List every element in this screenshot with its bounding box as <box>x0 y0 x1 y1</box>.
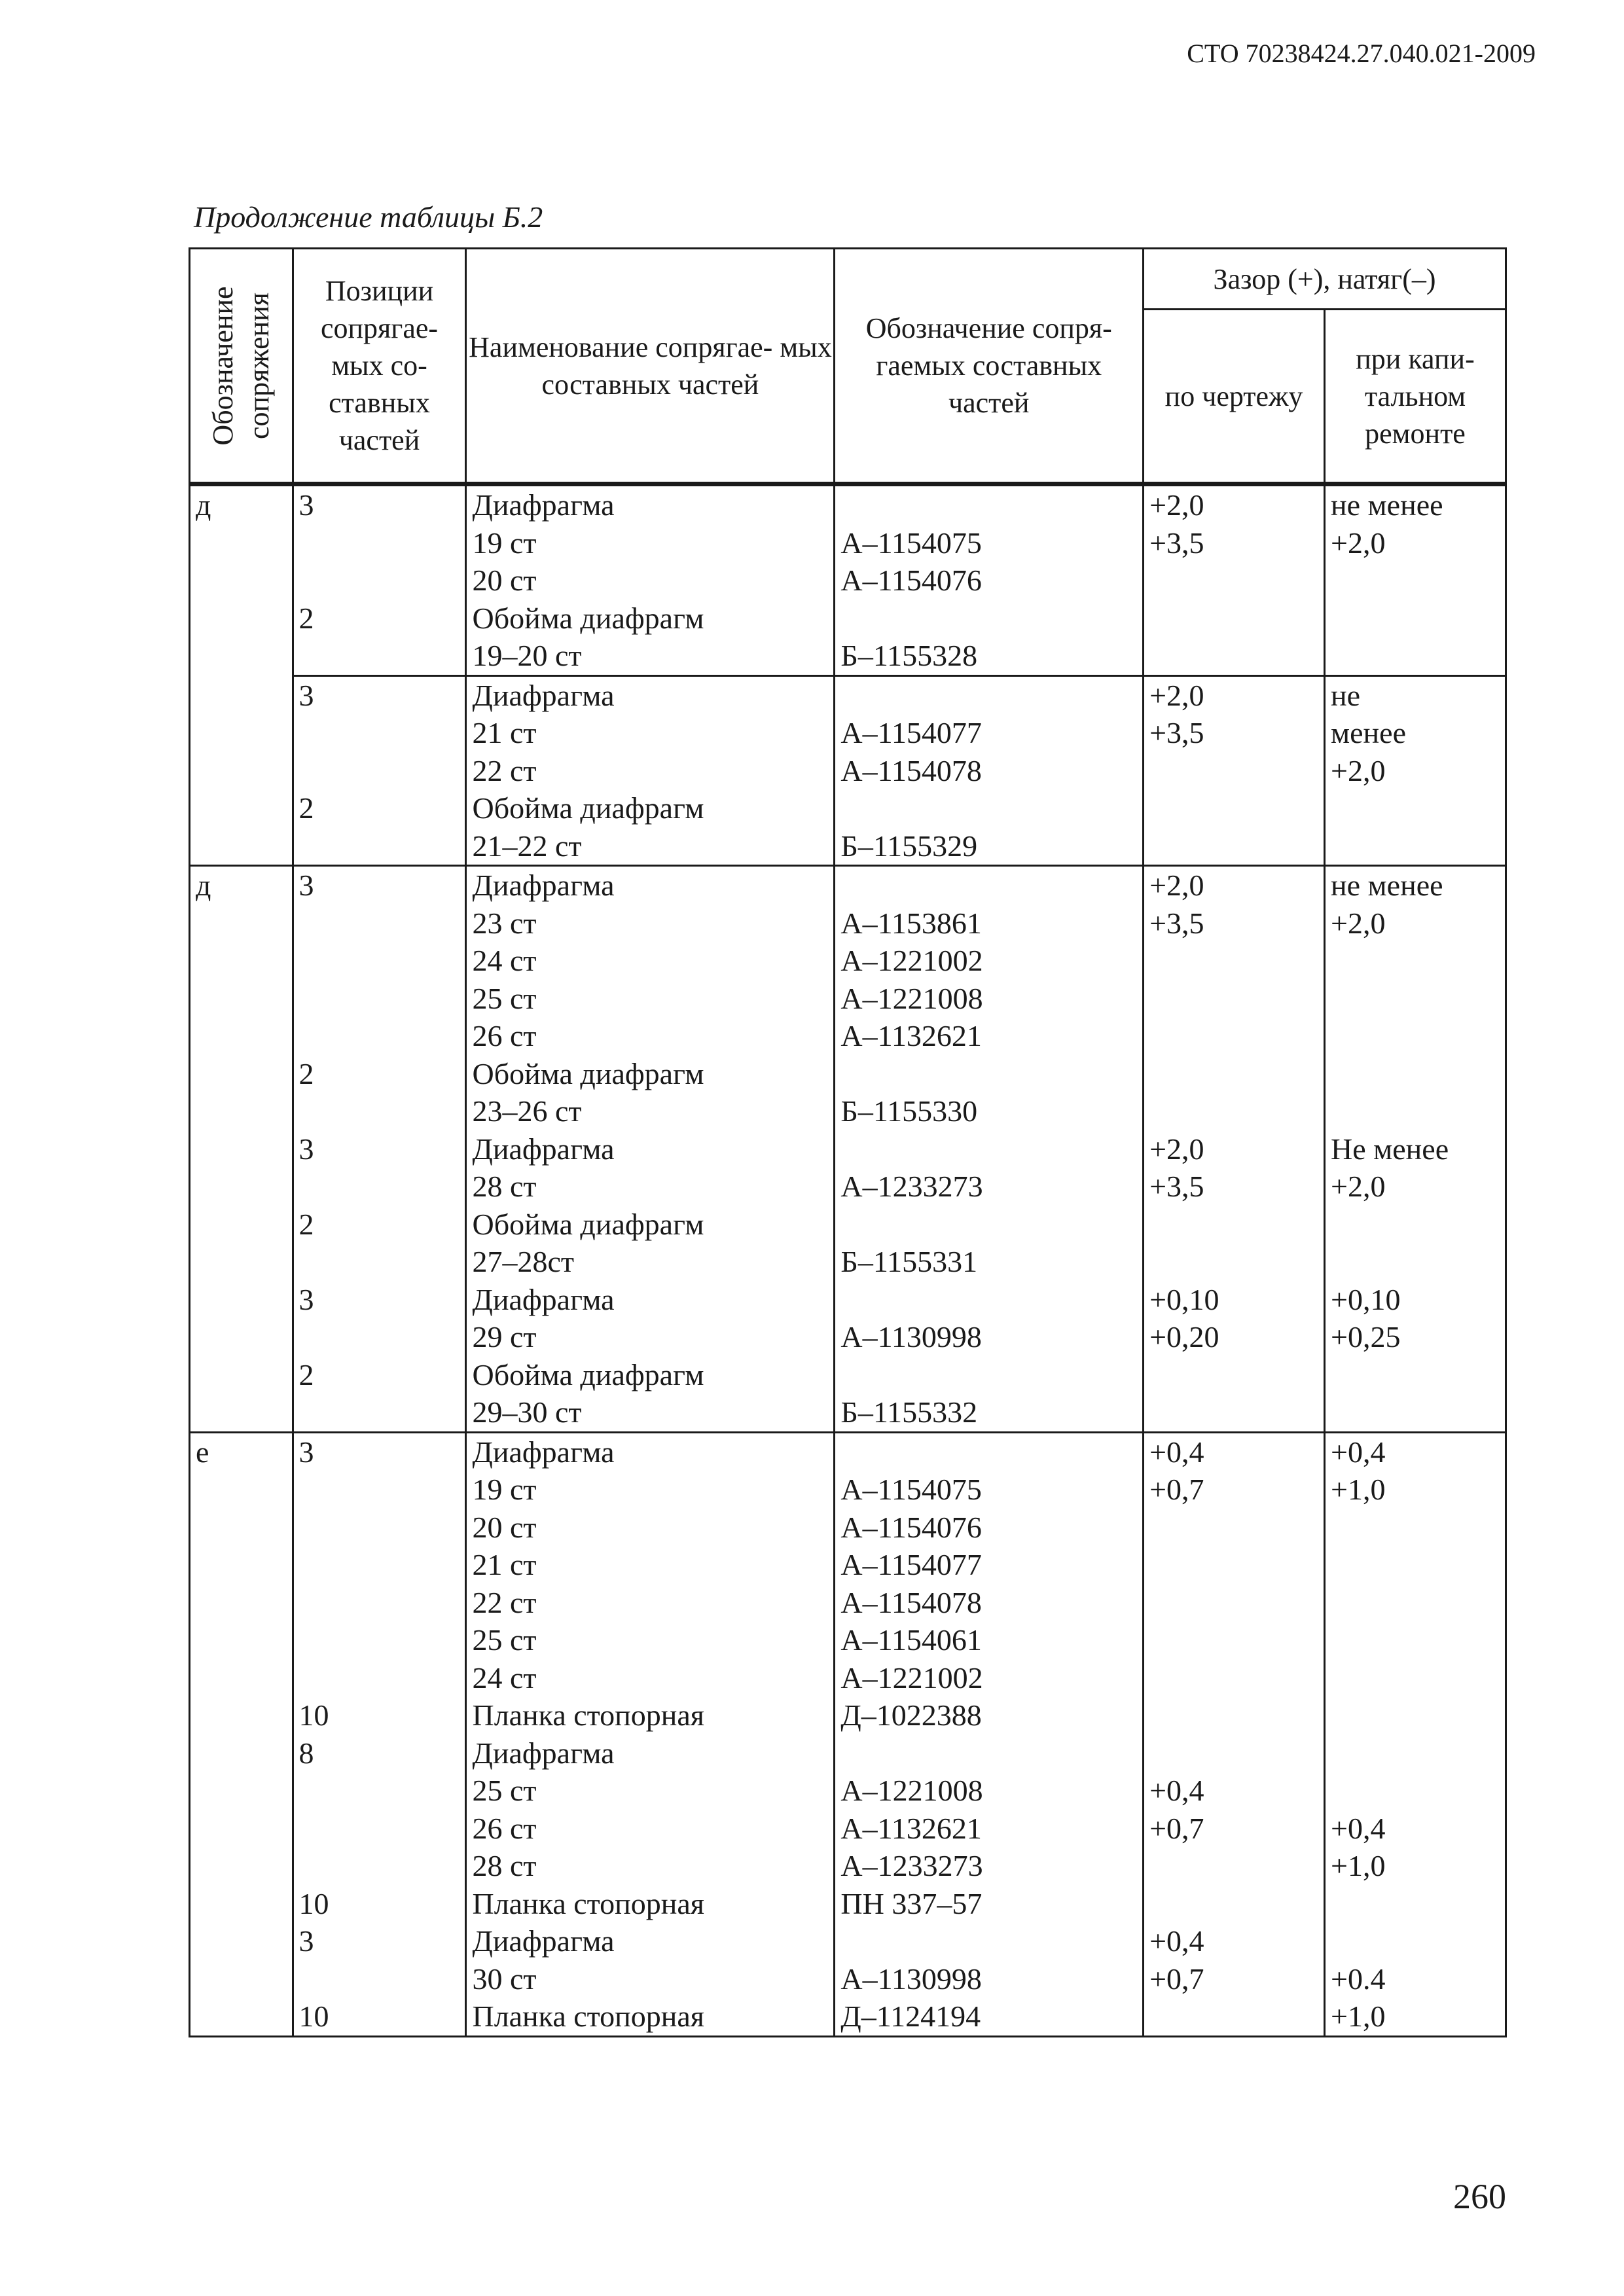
cell-line: Б–1155330 <box>840 1094 978 1128</box>
cell-line: +0,7 <box>1149 1962 1204 1996</box>
cell-line <box>1144 1847 1324 1885</box>
cell-line: Б–1155328 <box>840 639 978 672</box>
cell-positions <box>293 484 466 676</box>
cell-line: 27–28ст <box>472 1245 574 1278</box>
cell-line <box>835 1922 1142 1960</box>
cell-line: 23–26 ст <box>472 1094 582 1128</box>
cell-line <box>1144 1206 1324 1244</box>
cell-line: 10 <box>298 1698 329 1732</box>
cell-line: Диафрагма <box>472 678 615 712</box>
cell-by-drawing <box>1144 1432 1325 2036</box>
cell-line: +2,0 <box>1331 526 1386 560</box>
cell-line <box>1326 1206 1505 1244</box>
cell-line <box>1144 1621 1324 1659</box>
cell-line <box>294 1243 465 1281</box>
cell-line <box>835 1281 1142 1319</box>
cell-line: А–1154061 <box>840 1623 982 1657</box>
cell-line <box>1326 1621 1505 1659</box>
cell-line: 21–22 ст <box>472 829 582 863</box>
cell-line <box>835 1433 1142 1471</box>
cell-line <box>1326 1393 1505 1431</box>
cell-line <box>294 714 465 752</box>
cell-line: менее <box>1331 716 1406 749</box>
cell-line: Б–1155331 <box>840 1245 978 1278</box>
cell-line: 2 <box>298 791 314 825</box>
cell-line: д <box>196 488 211 522</box>
cell-line <box>1326 980 1505 1018</box>
cell-codes <box>835 1432 1144 2036</box>
cell-line: 26 ст <box>472 1811 537 1845</box>
cell-line <box>294 562 465 600</box>
cell-line <box>294 1393 465 1431</box>
cell-line <box>1144 1017 1324 1055</box>
cell-line <box>1326 1885 1505 1923</box>
cell-line <box>1144 1393 1324 1431</box>
cell-line: 25 ст <box>472 1623 537 1657</box>
cell-line <box>1144 942 1324 980</box>
cell-line: +2,0 <box>1331 753 1386 787</box>
cell-line: Диафрагма <box>472 488 615 522</box>
cell-line: А–1132621 <box>840 1019 982 1052</box>
cell-line: +2,0 <box>1149 1132 1204 1166</box>
cell-line: Планка стопорная <box>472 1698 704 1732</box>
cell-line <box>294 752 465 790</box>
cell-line: +0,25 <box>1331 1320 1401 1354</box>
cell-by-drawing <box>1144 675 1325 866</box>
cell-line: А–1130998 <box>840 1320 982 1354</box>
cell-line: не менее <box>1331 488 1443 522</box>
cell-line: 21 ст <box>472 1548 537 1581</box>
cell-line: А–1154076 <box>840 564 982 597</box>
cell-line <box>1144 1696 1324 1734</box>
cell-line: А–1233273 <box>840 1170 983 1203</box>
cell-line <box>294 1168 465 1206</box>
cell-line: 30 ст <box>472 1962 537 1996</box>
table-caption: Продолжение таблицы Б.2 <box>194 200 543 234</box>
cell-line: +3,5 <box>1149 526 1204 560</box>
cell-line: 3 <box>298 1924 314 1958</box>
table-row <box>190 675 1506 866</box>
cell-line <box>190 524 292 562</box>
cell-by-drawing <box>1144 484 1325 676</box>
cell-line: 10 <box>298 1886 329 1920</box>
cell-line: 2 <box>298 1357 314 1391</box>
cell-designation <box>190 1432 293 2036</box>
cell-line: не <box>1331 678 1361 712</box>
cell-line: +3,5 <box>1149 716 1204 749</box>
cell-line <box>835 1206 1142 1244</box>
cell-line <box>294 1584 465 1622</box>
cell-line: А–1130998 <box>840 1962 982 1996</box>
cell-line: 3 <box>298 869 314 902</box>
cell-line: Б–1155332 <box>840 1395 978 1429</box>
cell-line <box>1144 600 1324 637</box>
cell-line: 24 ст <box>472 1660 537 1695</box>
cell-line <box>1326 600 1505 637</box>
cell-line: +2,0 <box>1149 678 1204 712</box>
document-code: СТО 70238424.27.040.021-2009 <box>1187 39 1536 68</box>
cell-line: +2,0 <box>1149 869 1204 902</box>
cell-line <box>294 1092 465 1130</box>
cell-line <box>1144 1356 1324 1394</box>
cell-line <box>1326 637 1505 675</box>
cell-names <box>466 484 835 676</box>
cell-names <box>466 866 835 1433</box>
cell-at-overhaul <box>1325 1432 1506 2036</box>
cell-line <box>294 1810 465 1848</box>
cell-line <box>294 637 465 675</box>
cell-line <box>1144 827 1324 865</box>
cell-line: +0,10 <box>1331 1282 1401 1316</box>
cell-designation <box>190 866 293 1433</box>
cell-line: Диафрагма <box>472 1736 615 1770</box>
cell-line: +2,0 <box>1331 1170 1386 1203</box>
cell-line: +0,10 <box>1149 1282 1219 1316</box>
header-positions: Позиции сопрягае- мых со- ставных частей <box>293 249 466 484</box>
cell-line: Обойма диафрагм <box>472 1357 704 1391</box>
cell-line <box>1326 1584 1505 1622</box>
cell-line: +1,0 <box>1331 2000 1386 2033</box>
cell-line <box>294 1318 465 1356</box>
cell-line: 21 ст <box>472 716 537 749</box>
cell-line <box>1144 1998 1324 2036</box>
cell-line <box>835 867 1142 905</box>
cell-line: Обойма диафрагм <box>472 1207 704 1241</box>
cell-at-overhaul <box>1325 484 1506 676</box>
cell-line <box>294 1017 465 1055</box>
cell-line <box>835 1055 1142 1093</box>
cell-line: +0,4 <box>1149 1774 1204 1807</box>
cell-line <box>1144 1659 1324 1697</box>
cell-line: 24 ст <box>472 944 537 977</box>
cell-line <box>835 789 1142 827</box>
cell-at-overhaul <box>1325 866 1506 1433</box>
cell-line: д <box>196 869 211 902</box>
cell-line: 19–20 ст <box>472 639 582 672</box>
cell-line: Не менее <box>1331 1132 1449 1166</box>
cell-line: Б–1155329 <box>840 829 978 863</box>
cell-codes <box>835 675 1144 866</box>
cell-positions <box>293 866 466 1433</box>
cell-at-overhaul <box>1325 675 1506 866</box>
cell-line: Планка стопорная <box>472 1886 704 1920</box>
header-at-overhaul: при капи- тальном ремонте <box>1325 310 1506 484</box>
cell-line: +0,4 <box>1331 1811 1386 1845</box>
cell-line: Диафрагма <box>472 869 615 902</box>
cell-line: А–1132621 <box>840 1811 982 1845</box>
cell-line: не менее <box>1331 869 1443 902</box>
cell-line: Д–1022388 <box>840 1698 982 1732</box>
cell-line: 22 ст <box>472 1585 537 1619</box>
cell-line: А–1154075 <box>840 526 982 560</box>
cell-line: 3 <box>298 1435 314 1469</box>
cell-line <box>1326 1017 1505 1055</box>
cell-line: 29–30 ст <box>472 1395 582 1429</box>
cell-line: 26 ст <box>472 1019 537 1052</box>
cell-line: 25 ст <box>472 1774 537 1807</box>
cell-line <box>1326 1055 1505 1093</box>
cell-line: 28 ст <box>472 1849 537 1882</box>
cell-line <box>835 1356 1142 1394</box>
cell-line <box>1144 1734 1324 1772</box>
cell-line <box>190 637 292 675</box>
cell-line <box>294 827 465 865</box>
cell-line <box>1326 1546 1505 1584</box>
cell-line: +0,4 <box>1331 1435 1386 1469</box>
cell-line: Планка стопорная <box>472 2000 704 2033</box>
cell-line: А–1153861 <box>840 906 982 940</box>
cell-line: Диафрагма <box>472 1924 615 1958</box>
cell-line <box>190 600 292 637</box>
cell-line <box>294 980 465 1018</box>
cell-line: Обойма диафрагм <box>472 601 704 635</box>
cell-line: А–1154075 <box>840 1473 982 1506</box>
cell-line: А–1154077 <box>840 1548 982 1581</box>
cell-line: +1,0 <box>1331 1473 1386 1506</box>
cell-line: А–1154077 <box>840 716 982 749</box>
table-row <box>190 866 1506 1433</box>
cell-line <box>835 486 1142 524</box>
cell-line: Диафрагма <box>472 1132 615 1166</box>
cell-line: 20 ст <box>472 564 537 597</box>
cell-codes <box>835 866 1144 1433</box>
cell-line <box>294 524 465 562</box>
cell-line <box>1326 1734 1505 1772</box>
cell-line <box>294 1509 465 1547</box>
cell-line: 25 ст <box>472 981 537 1015</box>
cell-line: 19 ст <box>472 1473 537 1506</box>
cell-line: 3 <box>298 488 314 522</box>
cell-line <box>190 562 292 600</box>
cell-line <box>1326 1092 1505 1130</box>
cell-line: А–1221008 <box>840 1774 983 1807</box>
cell-line: А–1221008 <box>840 981 983 1015</box>
page-number: 260 <box>1453 2177 1506 2216</box>
cell-by-drawing <box>1144 866 1325 1433</box>
cell-line <box>1326 1659 1505 1697</box>
cell-line <box>835 1130 1142 1168</box>
header-by-drawing: по чертежу <box>1144 310 1325 484</box>
cell-line: 23 ст <box>472 906 537 940</box>
data-table <box>189 247 1507 2037</box>
cell-line: А–1221002 <box>840 944 983 977</box>
cell-line <box>1144 1885 1324 1923</box>
cell-line: 20 ст <box>472 1510 537 1544</box>
cell-line <box>1144 1584 1324 1622</box>
cell-line: 3 <box>298 1282 314 1316</box>
cell-line: +3,5 <box>1149 1170 1204 1203</box>
cell-line <box>1144 1243 1324 1281</box>
cell-line: 2 <box>298 1056 314 1090</box>
cell-line <box>1144 752 1324 790</box>
cell-line: +0,4 <box>1149 1924 1204 1958</box>
cell-line <box>294 1659 465 1697</box>
cell-line <box>294 942 465 980</box>
cell-line <box>1326 1696 1505 1734</box>
cell-line: А–1154076 <box>840 1510 982 1544</box>
cell-line: 22 ст <box>472 753 537 787</box>
cell-line: е <box>196 1435 209 1469</box>
cell-line <box>1144 1509 1324 1547</box>
cell-line <box>294 1471 465 1509</box>
header-names: Наименование сопрягае- мых составных частей <box>466 249 835 484</box>
cell-line: ПН 337–57 <box>840 1886 983 1920</box>
cell-line <box>1326 1922 1505 1960</box>
cell-line <box>1326 1772 1505 1810</box>
cell-line <box>1144 1546 1324 1584</box>
cell-line <box>294 1960 465 1998</box>
cell-line <box>1144 1055 1324 1093</box>
cell-line: 29 ст <box>472 1320 537 1354</box>
cell-line <box>294 1772 465 1810</box>
cell-line: А–1221002 <box>840 1660 983 1695</box>
cell-line: А–1233273 <box>840 1849 983 1882</box>
cell-line <box>1326 789 1505 827</box>
cell-positions <box>293 1432 466 2036</box>
table-row <box>190 484 1506 676</box>
cell-line <box>1144 980 1324 1018</box>
cell-line: +0.4 <box>1331 1962 1386 1996</box>
cell-line: Обойма диафрагм <box>472 1056 704 1090</box>
cell-line: +0,7 <box>1149 1473 1204 1506</box>
header-codes: Обозначение сопря- гаемых составных частей <box>835 249 1144 484</box>
header-gap-group: Зазор (+), натяг(–) <box>1144 249 1506 310</box>
cell-line: Диафрагма <box>472 1435 615 1469</box>
cell-line: +3,5 <box>1149 906 1204 940</box>
cell-line <box>294 905 465 942</box>
cell-line <box>835 600 1142 637</box>
cell-line: А–1154078 <box>840 1585 982 1619</box>
cell-line <box>1326 942 1505 980</box>
cell-names <box>466 1432 835 2036</box>
cell-line: 2 <box>298 1207 314 1241</box>
cell-line <box>1326 1356 1505 1394</box>
cell-line: А–1154078 <box>840 753 982 787</box>
cell-line: +0,4 <box>1149 1435 1204 1469</box>
cell-codes <box>835 484 1144 676</box>
cell-line <box>294 1546 465 1584</box>
cell-designation <box>190 484 293 866</box>
cell-line <box>1326 827 1505 865</box>
cell-line: 10 <box>298 2000 329 2033</box>
cell-line <box>294 1621 465 1659</box>
cell-line: +0,7 <box>1149 1811 1204 1845</box>
cell-line: +0,20 <box>1149 1320 1219 1354</box>
cell-line <box>835 677 1142 715</box>
cell-line <box>294 1847 465 1885</box>
cell-line: 28 ст <box>472 1170 537 1203</box>
cell-names <box>466 675 835 866</box>
cell-line: +2,0 <box>1149 488 1204 522</box>
cell-line <box>1144 562 1324 600</box>
cell-line <box>1326 1509 1505 1547</box>
cell-line <box>1144 1092 1324 1130</box>
cell-line: Д–1124194 <box>840 2000 981 2033</box>
cell-line: +2,0 <box>1331 906 1386 940</box>
cell-line: 3 <box>298 678 314 712</box>
cell-line <box>1326 1243 1505 1281</box>
cell-line <box>1144 637 1324 675</box>
cell-line <box>835 1734 1142 1772</box>
cell-line: 19 ст <box>472 526 537 560</box>
cell-line: Обойма диафрагм <box>472 791 704 825</box>
table-row <box>190 1432 1506 2036</box>
cell-line <box>1326 562 1505 600</box>
cell-line: 2 <box>298 601 314 635</box>
cell-line: 3 <box>298 1132 314 1166</box>
cell-line: 8 <box>298 1736 314 1770</box>
cell-line: +1,0 <box>1331 1849 1386 1882</box>
header-designation: Обозначение сопряжения <box>190 249 293 484</box>
cell-line: Диафрагма <box>472 1282 615 1316</box>
cell-line <box>1144 789 1324 827</box>
cell-positions <box>293 675 466 866</box>
